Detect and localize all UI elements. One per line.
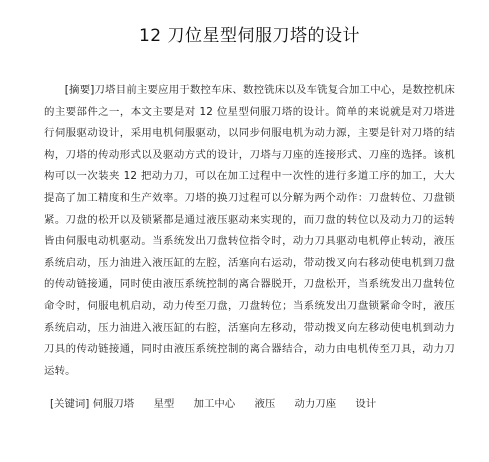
keyword: 加工中心 bbox=[193, 398, 236, 411]
document-title: 12 刀位星型伺服刀塔的设计 bbox=[138, 26, 361, 46]
keyword: 伺服刀塔 bbox=[92, 398, 135, 411]
abstract-body: 刀塔目前主要应用于数控车床、数控铣床以及车铣复合加工中心，是数控机床的主要部件之一，本文主要是对 12 位星型伺服刀塔的设计。简单的来说就是对刀塔进行伺服驱动设计，采用电机伺服驱动，以同步伺服电机为动力源，主要是针对刀塔的结构，刀塔的传动形式以及驱动方式的设计，刀塔与刀座的连接形式、刀座的选择。该机构可以一次装夹 12 把动力刀，可以在加工过程中一次性的进行多道工序的加工，大大提高了加工精度和生产效率。刀塔的换刀过程可以分解为两个动作：刀盘转位、刀盘锁紧。刀盘的松开以及锁紧都是通过液压驱动来实现的，而刀盘的转位以及动力刀的运转皆由伺服电动机驱动。当系统发出刀盘转位指令时，动力刀具驱动电机停止转动，液压系统启动，压力油进入液压缸的左腔，活塞向右运动，带动拨叉向右移动使电机到刀盘的传动链接通，同时使由液压系统控制的离合器脱开，刀盘松开，当系统发出刀盘转位命令时，伺服电机启动，动力传至刀盘，刀盘转位；当系统发出刀盘锁紧命令时，液压系统启动，压力油进入液压缸的右腔，活塞向左移动，带动拨叉向左移动使电机到动力刀具的传动链接通，同时由液压系统控制的离合器结合，动力由电机传至刀具，动力刀运转。 bbox=[44, 84, 455, 377]
abstract-tag: [摘要] bbox=[64, 84, 95, 96]
keyword: 动力刀座 bbox=[294, 398, 337, 411]
keyword: 液压 bbox=[254, 398, 276, 411]
abstract-paragraph bbox=[44, 80, 455, 382]
keywords-tag: [关键词] bbox=[50, 398, 90, 411]
keywords-line bbox=[44, 394, 455, 414]
keyword: 星型 bbox=[153, 398, 175, 411]
keyword: 设计 bbox=[355, 398, 377, 411]
